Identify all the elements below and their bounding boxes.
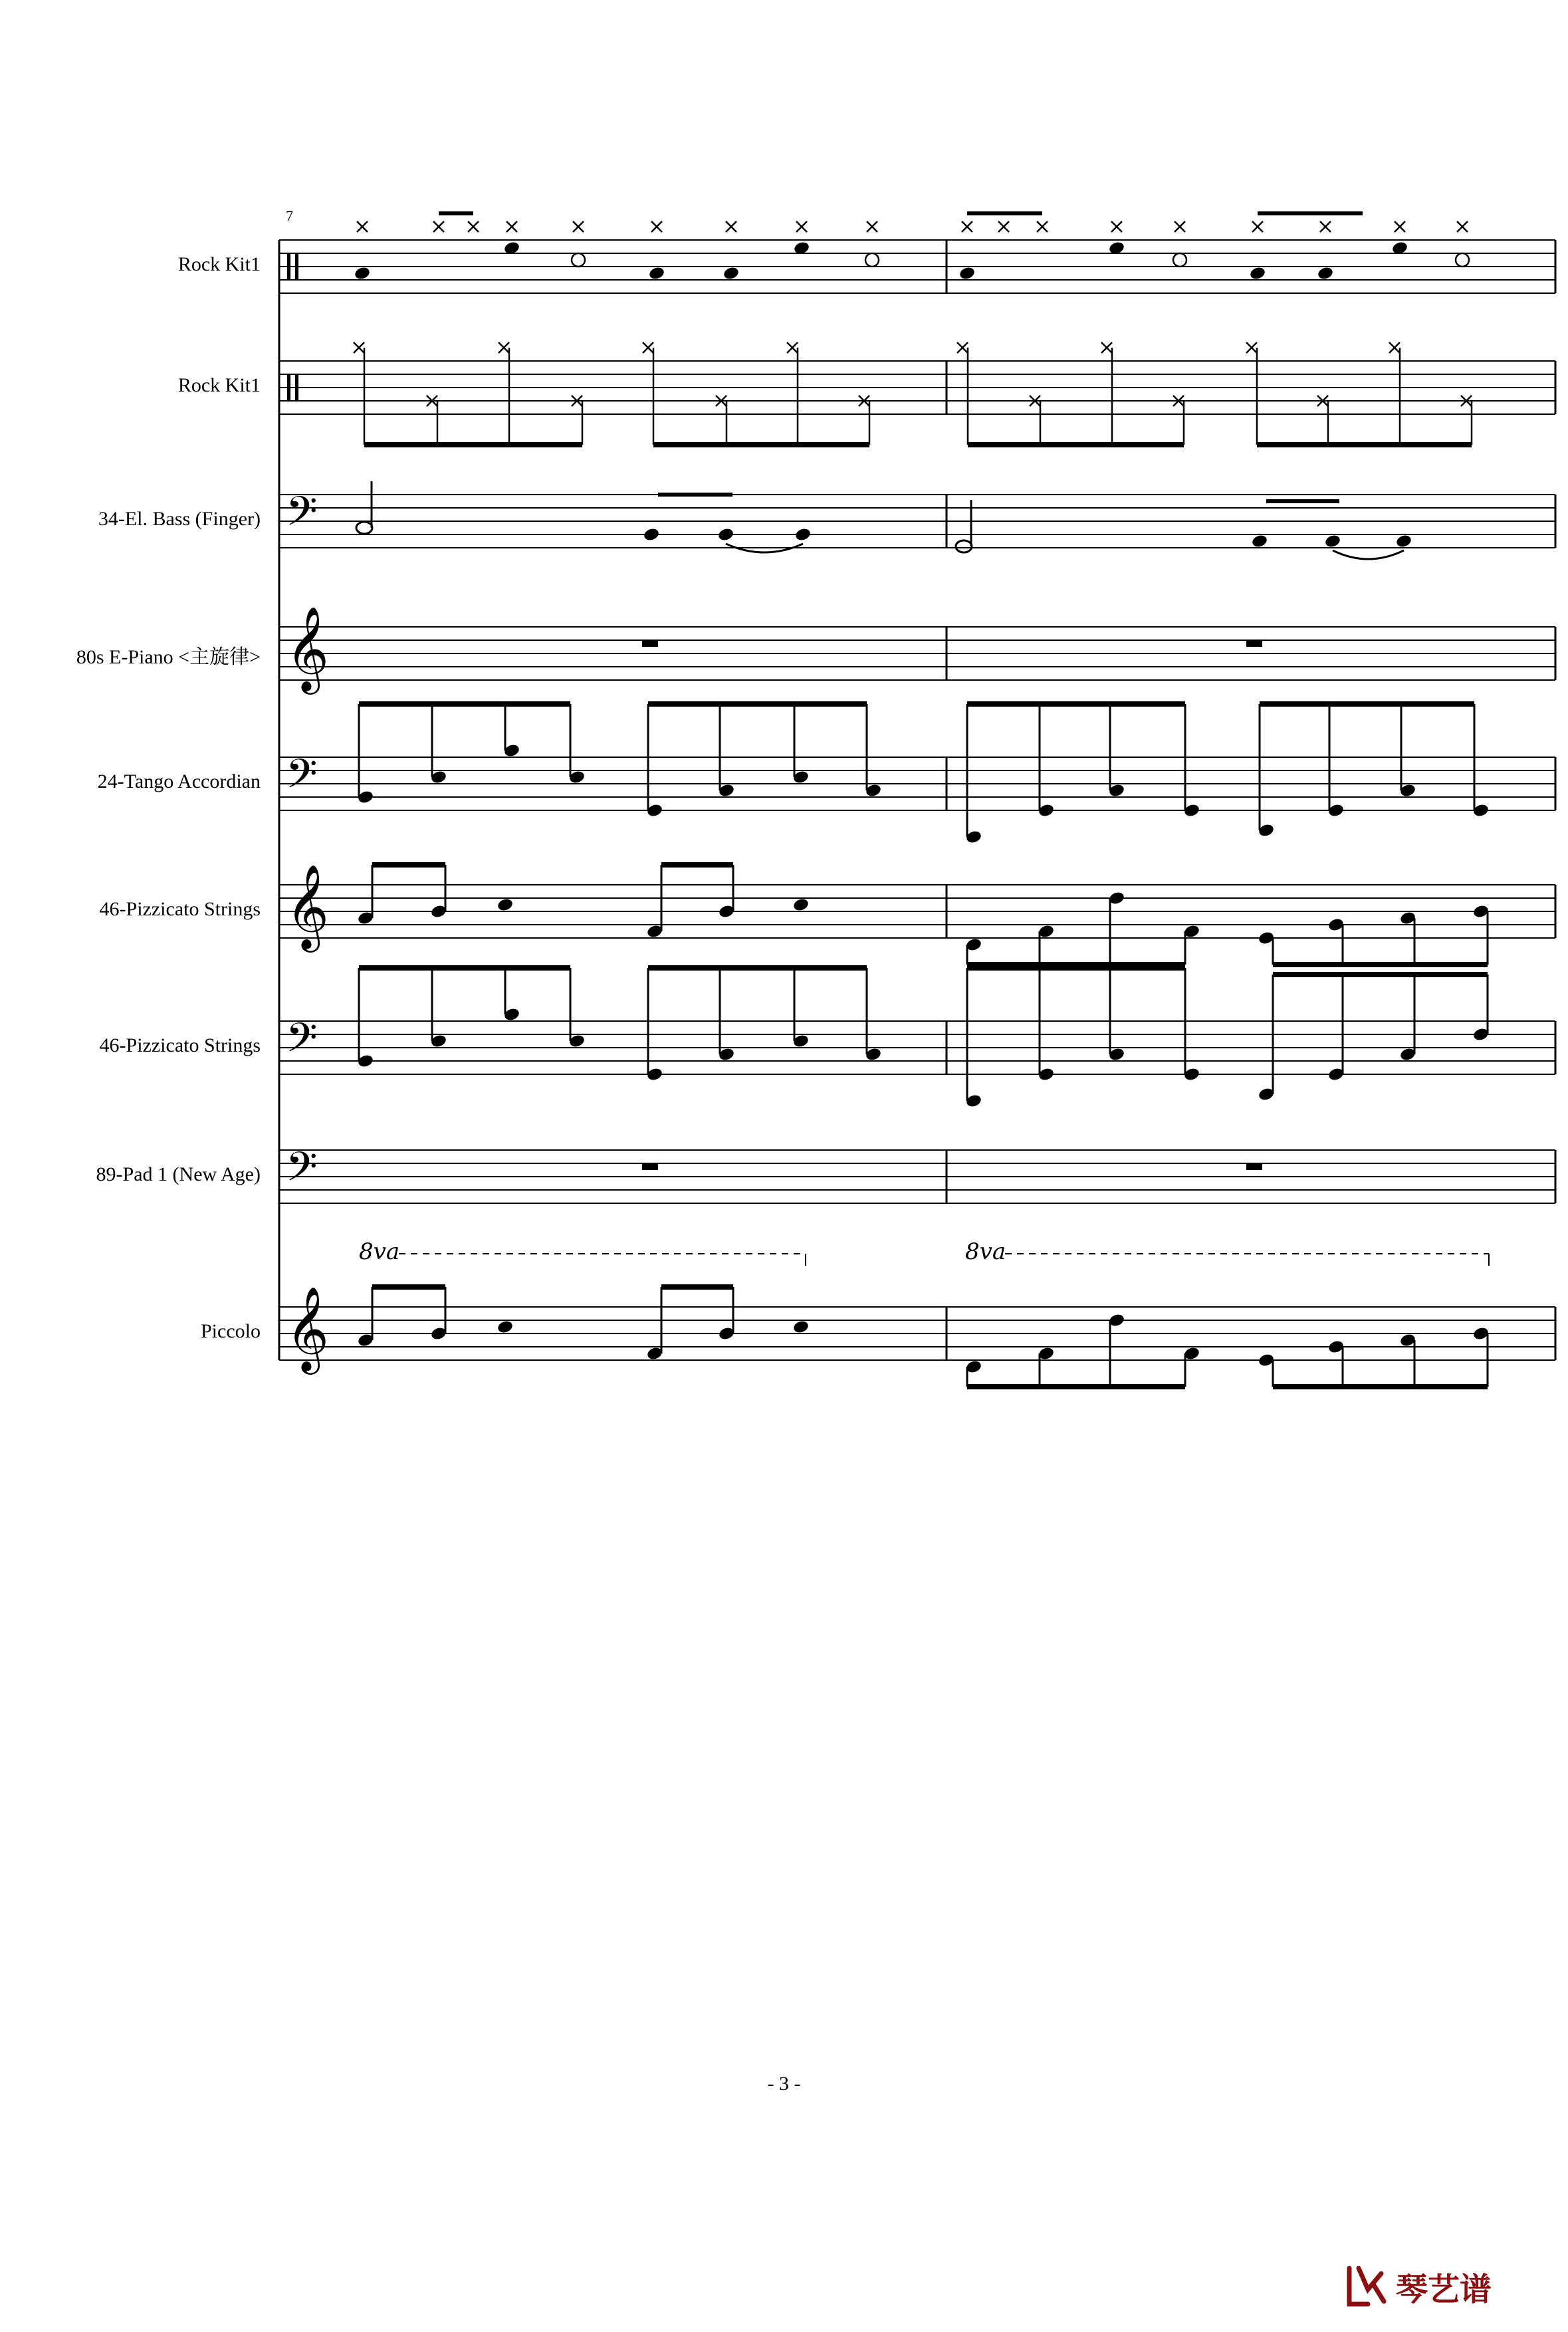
snare-note (958, 266, 976, 281)
treble-clef: 𝄞 (286, 1286, 330, 1371)
whole-rest (1246, 640, 1262, 647)
note (1251, 534, 1268, 549)
x-note (499, 342, 509, 353)
whole-rest (1246, 1163, 1262, 1170)
open-hihat-note (865, 253, 879, 267)
half-note (356, 522, 372, 534)
cymbal-x-note (1111, 221, 1122, 232)
x-note (354, 342, 364, 353)
half-note (956, 540, 972, 552)
ottava-mark: 8va (359, 1238, 400, 1265)
note (1324, 534, 1341, 549)
cymbal-x-note (357, 221, 368, 232)
snare-note (648, 266, 665, 281)
eighth-note (792, 1320, 810, 1335)
open-hihat-note (1173, 253, 1186, 267)
snare-note (1249, 266, 1266, 281)
snare-note (723, 266, 740, 281)
staff-label: Rock Kit1 (177, 374, 261, 396)
whole-rest (642, 1163, 658, 1170)
cymbal-x-note (506, 221, 517, 232)
staff-label: 34-El. Bass (Finger) (98, 508, 261, 530)
treble-clef: 𝄞 (286, 606, 330, 691)
staff-label: 24-Tango Accordian (97, 770, 261, 792)
percussion-clef (295, 253, 298, 280)
percussion-clef (287, 374, 290, 401)
staff-label: 80s E-Piano <主旋律> (76, 646, 261, 668)
cymbal-x-note (1175, 221, 1185, 232)
measure-number: 7 (286, 207, 293, 224)
note (794, 527, 812, 542)
site-logo (1344, 2260, 1510, 2317)
note (1395, 534, 1412, 549)
cymbal-x-note (433, 221, 444, 232)
staff-label: Piccolo (201, 1320, 261, 1342)
music-note-logo-icon (1349, 2268, 1384, 2304)
cymbal-x-note (867, 221, 877, 232)
eighth-note (497, 897, 514, 913)
x-note (787, 342, 798, 353)
score-extras (286, 253, 1489, 1375)
snare-note (354, 266, 371, 281)
notes (354, 213, 1490, 1387)
cymbal-x-note (998, 221, 1009, 232)
cymbal-x-note (1252, 221, 1263, 232)
cymbal-x-note (468, 221, 479, 232)
x-note (957, 342, 968, 353)
barlines (279, 240, 1555, 1360)
page-number: - 3 - (767, 2073, 801, 2095)
cymbal-x-note (1037, 221, 1048, 232)
eighth-note (497, 1320, 514, 1335)
x-note (1389, 342, 1400, 353)
note (643, 527, 660, 542)
bass-clef: 𝄢 (286, 1143, 318, 1201)
staff-label: 46-Pizzicato Strings (99, 898, 261, 920)
logo-text: 琴艺谱 (1396, 2271, 1492, 2308)
open-hihat-note (1456, 253, 1469, 267)
percussion-clef (295, 374, 298, 401)
staff-label: 89-Pad 1 (New Age) (96, 1163, 261, 1185)
staff-label: 46-Pizzicato Strings (99, 1034, 261, 1056)
ottava-mark: 8va (965, 1238, 1006, 1265)
open-hihat-note (572, 253, 585, 267)
note (717, 527, 734, 542)
cymbal-x-note (1395, 221, 1405, 232)
whole-rest (642, 640, 658, 647)
cymbal-x-note (573, 221, 584, 232)
cymbal-x-note (651, 221, 662, 232)
treble-clef: 𝄞 (286, 864, 330, 949)
snare-note (1317, 266, 1334, 281)
x-note (643, 342, 653, 353)
bass-clef: 𝄢 (286, 751, 318, 808)
staff-label: Rock Kit1 (177, 253, 261, 275)
tie (1333, 550, 1404, 559)
cymbal-x-note (726, 221, 736, 232)
cymbal-x-note (962, 221, 972, 232)
staff-lines (279, 240, 1555, 1360)
eighth-note (792, 897, 810, 913)
percussion-clef (287, 253, 290, 280)
x-note (1101, 342, 1112, 353)
cymbal-x-note (1320, 221, 1331, 232)
cymbal-x-note (1457, 221, 1468, 232)
bass-clef: 𝄢 (286, 1014, 318, 1072)
bass-clef: 𝄢 (286, 488, 318, 545)
cymbal-x-note (796, 221, 807, 232)
x-note (1246, 342, 1257, 353)
